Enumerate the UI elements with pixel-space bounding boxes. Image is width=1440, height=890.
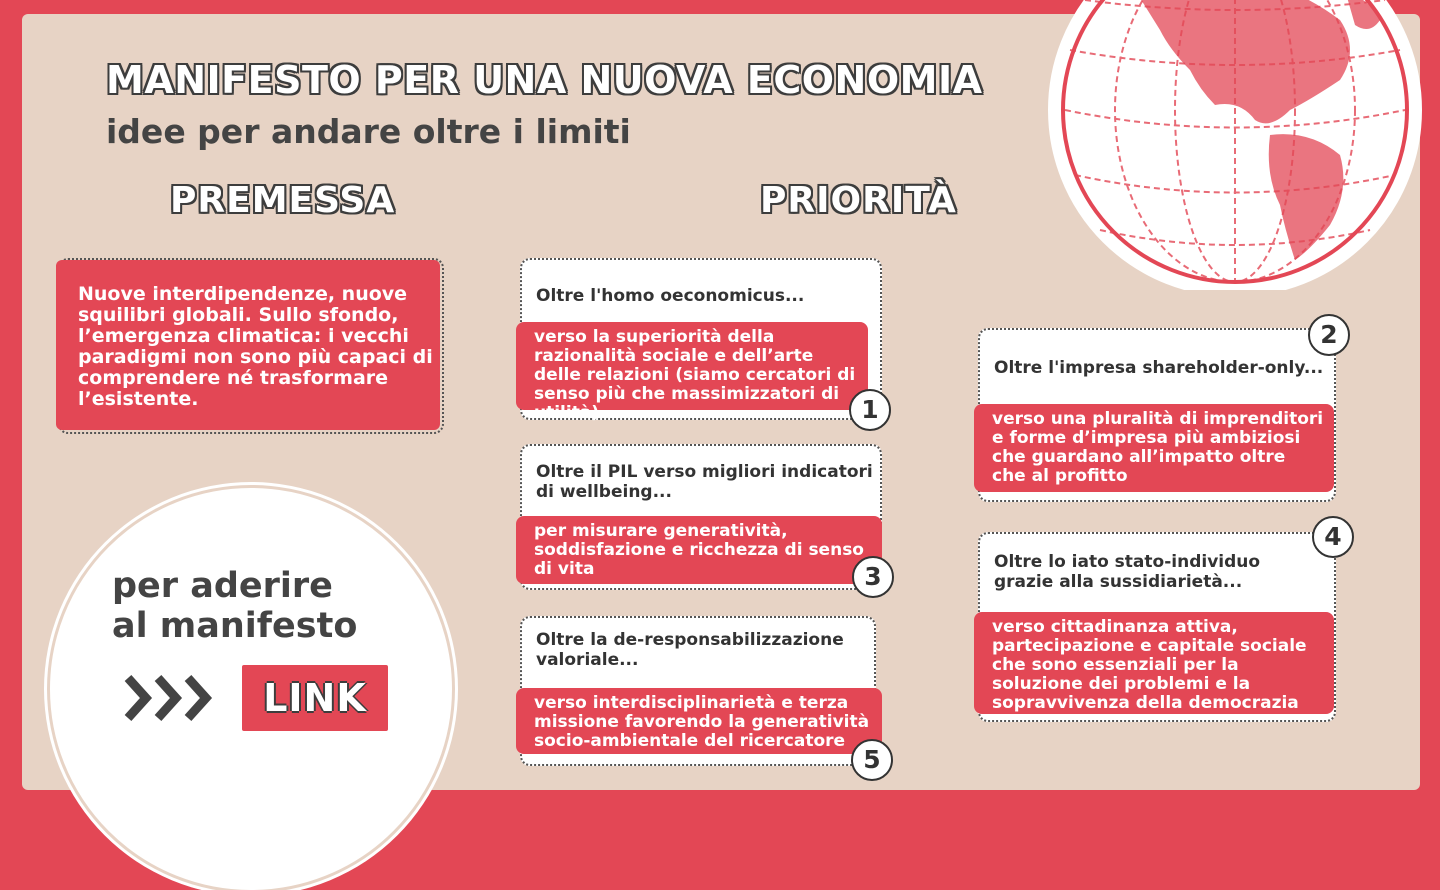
- priority-number-badge: 2: [1308, 314, 1350, 356]
- priority-question: Oltre la de-responsabilizzazione valoriale...: [536, 630, 844, 670]
- premessa-heading: PREMESSA: [170, 180, 396, 221]
- priority-question: Oltre l'impresa shareholder-only...: [994, 358, 1324, 378]
- priorita-heading: PRIORITÀ: [760, 180, 957, 221]
- priority-number-badge: 1: [849, 389, 891, 431]
- priority-answer: verso una pluralità di imprenditori e forme d’impresa più ambiziosi che guardano all’impatto oltre che al profitto: [974, 404, 1334, 492]
- priority-number-badge: 5: [851, 739, 893, 781]
- triple-chevron-right-icon: [124, 672, 220, 724]
- priority-question: Oltre lo iato stato-individuo grazie alla sussidiarietà...: [994, 552, 1261, 592]
- priority-card-1: [520, 258, 882, 423]
- priority-answer: per misurare generatività, soddisfazione e ricchezza di senso di vita: [516, 516, 882, 584]
- priority-answer: verso cittadinanza attiva, partecipazione e capitale sociale che sono essenziali per la soluzione dei problemi e la sopravvivenza della democrazia: [974, 612, 1334, 714]
- priority-question: Oltre il PIL verso migliori indicatori di wellbeing...: [536, 462, 873, 502]
- join-text: per aderire al manifesto: [112, 566, 358, 646]
- priority-card-3: [520, 444, 882, 590]
- premessa-card: [58, 258, 444, 434]
- premessa-text: Nuove interdipendenze, nuove squilibri globali. Sullo sfondo, l’emergenza climatica: i vecchi paradigmi non sono più capaci di comprendere né trasformare l’esistente.: [78, 283, 433, 410]
- priority-card-2: [978, 328, 1336, 502]
- priority-card-4: [978, 532, 1336, 722]
- priority-answer: verso interdisciplinarietà e terza missione favorendo la generatività socio-ambientale del ricercatore: [516, 688, 882, 754]
- priority-card-5: [520, 616, 876, 766]
- priority-answer: verso la superiorità della razionalità sociale e dell’arte delle relazioni (siamo cercatori di senso più che massimizzatori di utilità): [516, 322, 868, 410]
- globe-icon: [1040, 0, 1430, 290]
- link-button[interactable]: LINK: [242, 665, 388, 731]
- priority-number-badge: 3: [852, 556, 894, 598]
- page-subtitle: idee per andare oltre i limiti: [106, 112, 631, 151]
- priority-question: Oltre l'homo oeconomicus...: [536, 286, 805, 306]
- page-title: MANIFESTO PER UNA NUOVA ECONOMIA: [106, 58, 983, 102]
- priority-number-badge: 4: [1312, 516, 1354, 558]
